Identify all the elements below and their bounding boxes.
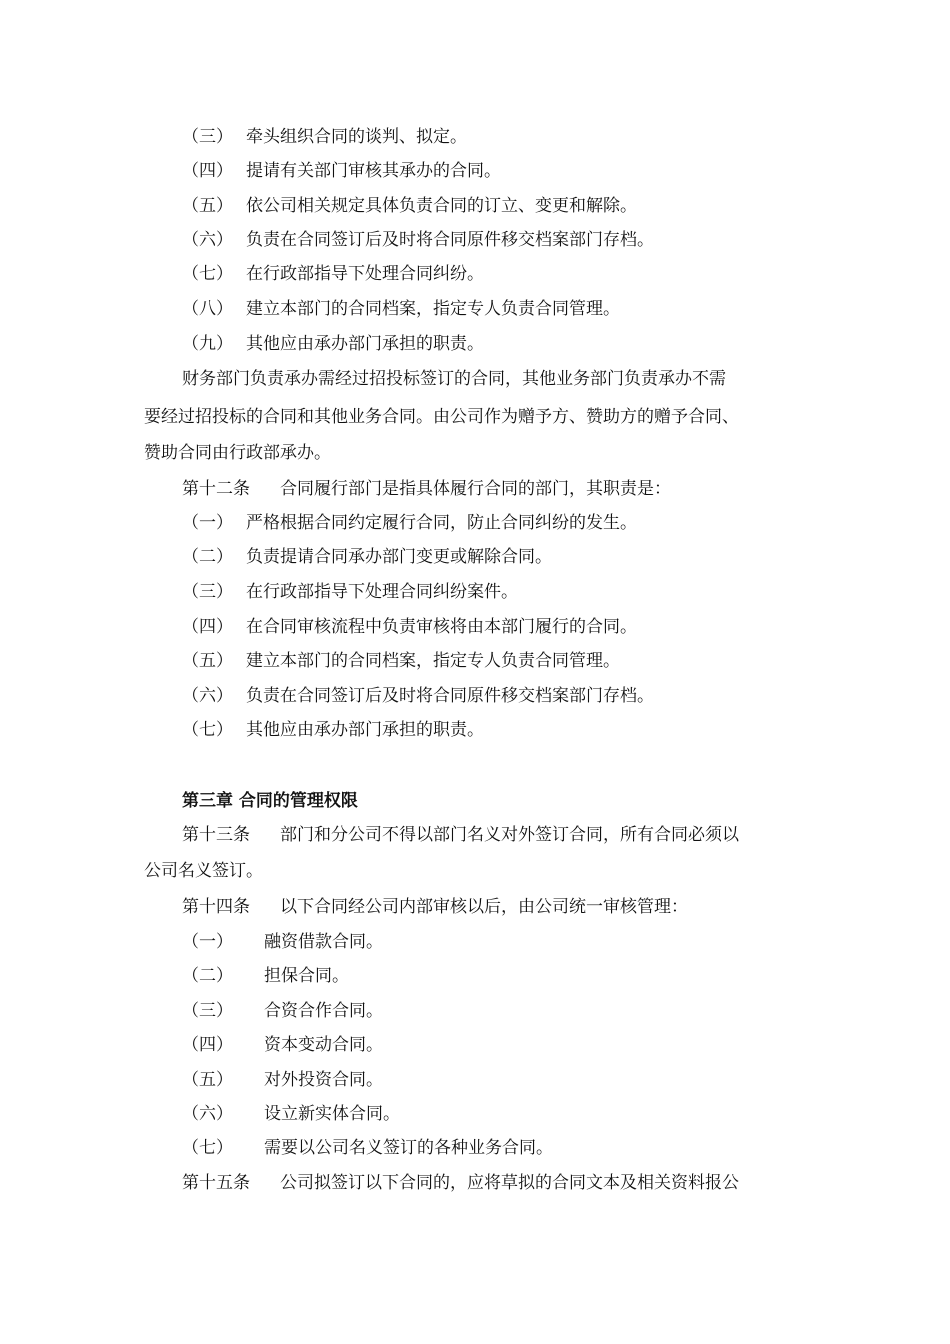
item-number: （六）	[182, 1104, 233, 1124]
item-number: （七）	[182, 264, 233, 284]
chapter-heading: 第三章 合同的管理权限	[182, 791, 358, 811]
list-item	[182, 1034, 822, 1056]
item-number: （三）	[182, 1001, 233, 1021]
list-item	[182, 195, 822, 217]
item-number: （四）	[182, 617, 233, 637]
item-text: 依公司相关规定具体负责合同的订立、变更和解除。	[246, 196, 637, 216]
item-number: （五）	[182, 1070, 233, 1090]
item-number: （八）	[182, 299, 233, 319]
article-label: 第十二条	[182, 479, 250, 499]
list-item	[182, 931, 822, 953]
paragraph-line: 财务部门负责承办需经过招投标签订的合同，其他业务部门负责承办不需	[182, 369, 726, 389]
item-text: 负责在合同签订后及时将合同原件移交档案部门存档。	[246, 230, 654, 250]
article-label: 第十五条	[182, 1173, 250, 1193]
item-text: 负责在合同签订后及时将合同原件移交档案部门存档。	[246, 686, 654, 706]
item-text: 合资合作合同。	[264, 1001, 383, 1021]
item-text: 负责提请合同承办部门变更或解除合同。	[246, 547, 552, 567]
list-item	[182, 650, 822, 672]
item-number: （二）	[182, 966, 233, 986]
list-item	[182, 160, 822, 182]
list-item	[182, 333, 822, 355]
item-text: 在合同审核流程中负责审核将由本部门履行的合同。	[246, 617, 637, 637]
item-text: 对外投资合同。	[264, 1070, 383, 1090]
list-item	[182, 719, 822, 741]
item-text: 担保合同。	[264, 966, 349, 986]
item-number: （六）	[182, 686, 233, 706]
list-item	[182, 126, 822, 148]
article-14	[182, 896, 862, 918]
list-item	[182, 229, 822, 251]
paragraph-line: 赞助合同由行政部承办。	[144, 443, 331, 463]
article-text: 以下合同经公司内部审核以后，由公司统一审核管理：	[280, 897, 688, 917]
item-text: 需要以公司名义签订的各种业务合同。	[264, 1138, 553, 1158]
article-label: 第十三条	[182, 825, 250, 845]
item-text: 设立新实体合同。	[264, 1104, 400, 1124]
item-number: （一）	[182, 932, 233, 952]
list-item	[182, 1000, 822, 1022]
list-item	[182, 1103, 822, 1125]
paragraph-line: 要经过招投标的合同和其他业务合同。由公司作为赠予方、赞助方的赠予合同、	[144, 407, 739, 427]
article-15	[182, 1172, 862, 1194]
item-number: （四）	[182, 161, 233, 181]
list-item	[182, 1069, 822, 1091]
list-item	[182, 512, 822, 534]
item-text: 牵头组织合同的谈判、拟定。	[246, 127, 467, 147]
item-number: （六）	[182, 230, 233, 250]
article-text: 部门和分公司不得以部门名义对外签订合同，所有合同必须以	[280, 825, 739, 845]
item-text: 融资借款合同。	[264, 932, 383, 952]
item-text: 在行政部指导下处理合同纠纷案件。	[246, 582, 518, 602]
list-item	[182, 965, 822, 987]
item-number: （四）	[182, 1035, 233, 1055]
item-number: （五）	[182, 196, 233, 216]
item-number: （三）	[182, 582, 233, 602]
item-number: （七）	[182, 720, 233, 740]
item-text: 提请有关部门审核其承办的合同。	[246, 161, 501, 181]
list-item	[182, 546, 822, 568]
list-item	[182, 298, 822, 320]
article-text: 公司拟签订以下合同的，应将草拟的合同文本及相关资料报公	[280, 1173, 739, 1193]
article-12	[182, 478, 862, 500]
article-13	[182, 824, 862, 846]
item-number: （九）	[182, 334, 233, 354]
item-number: （五）	[182, 651, 233, 671]
item-text: 资本变动合同。	[264, 1035, 383, 1055]
list-item	[182, 616, 822, 638]
item-text: 建立本部门的合同档案，指定专人负责合同管理。	[246, 651, 620, 671]
list-item	[182, 1137, 822, 1159]
item-number: （三）	[182, 127, 233, 147]
paragraph-line: 公司名义签订。	[144, 861, 263, 881]
item-text: 其他应由承办部门承担的职责。	[246, 720, 484, 740]
item-text: 在行政部指导下处理合同纠纷。	[246, 264, 484, 284]
list-item	[182, 263, 822, 285]
item-number: （一）	[182, 513, 233, 533]
item-number: （二）	[182, 547, 233, 567]
item-text: 严格根据合同约定履行合同，防止合同纠纷的发生。	[246, 513, 637, 533]
article-text: 合同履行部门是指具体履行合同的部门，其职责是：	[280, 479, 671, 499]
article-label: 第十四条	[182, 897, 250, 917]
item-number: （七）	[182, 1138, 233, 1158]
list-item	[182, 581, 822, 603]
list-item	[182, 685, 822, 707]
item-text: 其他应由承办部门承担的职责。	[246, 334, 484, 354]
item-text: 建立本部门的合同档案，指定专人负责合同管理。	[246, 299, 620, 319]
